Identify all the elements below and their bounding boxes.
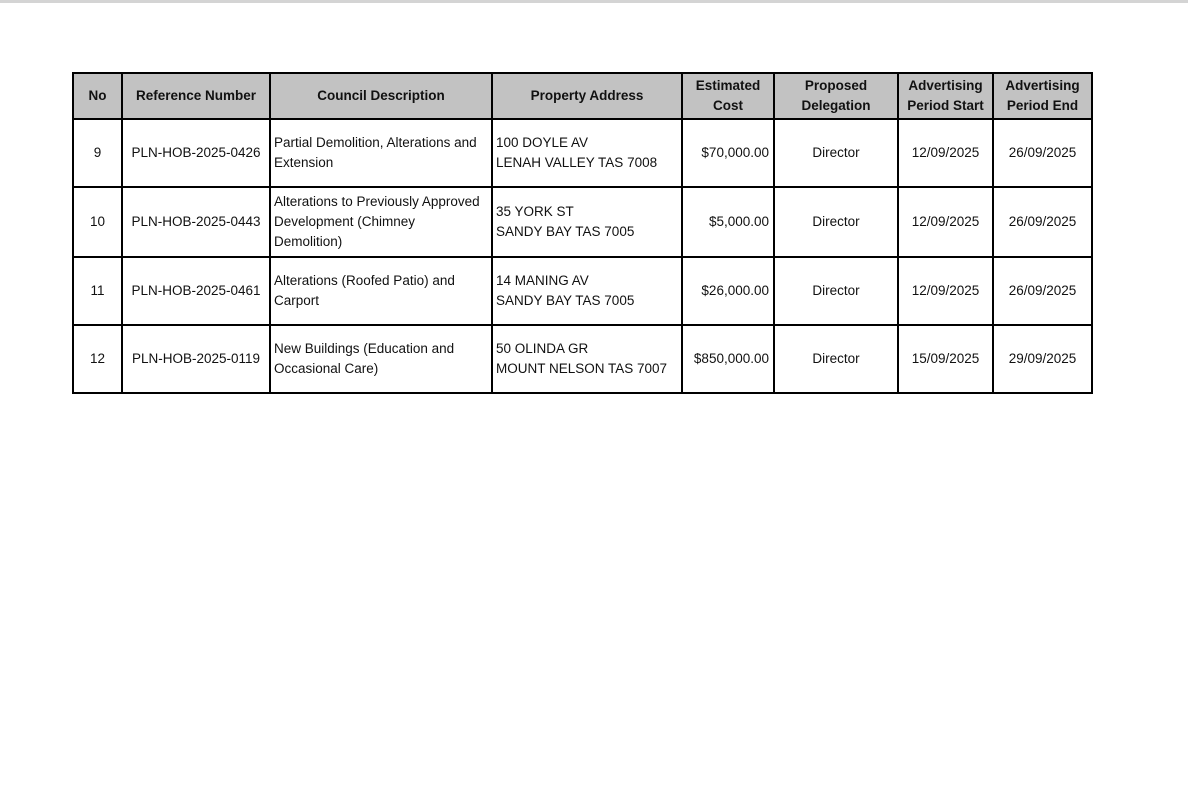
cell-property-address: 35 YORK ST SANDY BAY TAS 7005 xyxy=(492,187,682,257)
cell-no: 12 xyxy=(73,325,122,393)
cell-no: 9 xyxy=(73,119,122,187)
table-row xyxy=(73,119,1092,187)
column-header-no: No xyxy=(73,73,122,119)
column-header-council-description: Council Description xyxy=(270,73,492,119)
planning-applications-table xyxy=(72,72,1093,394)
column-header-property-address: Property Address xyxy=(492,73,682,119)
table-header xyxy=(73,73,1092,119)
cell-council-description: Alterations (Roofed Patio) and Carport xyxy=(270,257,492,325)
cell-reference-number: PLN-HOB-2025-0443 xyxy=(122,187,270,257)
cell-proposed-delegation: Director xyxy=(774,187,898,257)
cell-council-description: Partial Demolition, Alterations and Extension xyxy=(270,119,492,187)
table-row xyxy=(73,187,1092,257)
column-header-proposed-delegation: Proposed Delegation xyxy=(774,73,898,119)
cell-no: 10 xyxy=(73,187,122,257)
cell-reference-number: PLN-HOB-2025-0119 xyxy=(122,325,270,393)
column-header-reference-number: Reference Number xyxy=(122,73,270,119)
cell-advertising-period-end: 26/09/2025 xyxy=(993,187,1092,257)
cell-estimated-cost: $26,000.00 xyxy=(682,257,774,325)
cell-proposed-delegation: Director xyxy=(774,325,898,393)
cell-estimated-cost: $70,000.00 xyxy=(682,119,774,187)
cell-no: 11 xyxy=(73,257,122,325)
table-row xyxy=(73,325,1092,393)
cell-council-description: Alterations to Previously Approved Development (Chimney Demolition) xyxy=(270,187,492,257)
cell-advertising-period-start: 12/09/2025 xyxy=(898,119,993,187)
cell-property-address: 50 OLINDA GR MOUNT NELSON TAS 7007 xyxy=(492,325,682,393)
cell-council-description: New Buildings (Education and Occasional Care) xyxy=(270,325,492,393)
cell-advertising-period-start: 12/09/2025 xyxy=(898,257,993,325)
cell-reference-number: PLN-HOB-2025-0461 xyxy=(122,257,270,325)
column-header-advertising-period-end: Advertising Period End xyxy=(993,73,1092,119)
cell-property-address: 14 MANING AV SANDY BAY TAS 7005 xyxy=(492,257,682,325)
window-top-edge xyxy=(0,0,1188,3)
table-row xyxy=(73,257,1092,325)
column-header-estimated-cost: Estimated Cost xyxy=(682,73,774,119)
cell-proposed-delegation: Director xyxy=(774,119,898,187)
column-header-advertising-period-start: Advertising Period Start xyxy=(898,73,993,119)
cell-property-address: 100 DOYLE AV LENAH VALLEY TAS 7008 xyxy=(492,119,682,187)
cell-advertising-period-start: 15/09/2025 xyxy=(898,325,993,393)
cell-reference-number: PLN-HOB-2025-0426 xyxy=(122,119,270,187)
cell-estimated-cost: $850,000.00 xyxy=(682,325,774,393)
cell-advertising-period-end: 26/09/2025 xyxy=(993,119,1092,187)
cell-advertising-period-end: 26/09/2025 xyxy=(993,257,1092,325)
header-row xyxy=(73,73,1092,119)
cell-estimated-cost: $5,000.00 xyxy=(682,187,774,257)
cell-advertising-period-start: 12/09/2025 xyxy=(898,187,993,257)
cell-advertising-period-end: 29/09/2025 xyxy=(993,325,1092,393)
table-body xyxy=(73,119,1092,393)
cell-proposed-delegation: Director xyxy=(774,257,898,325)
